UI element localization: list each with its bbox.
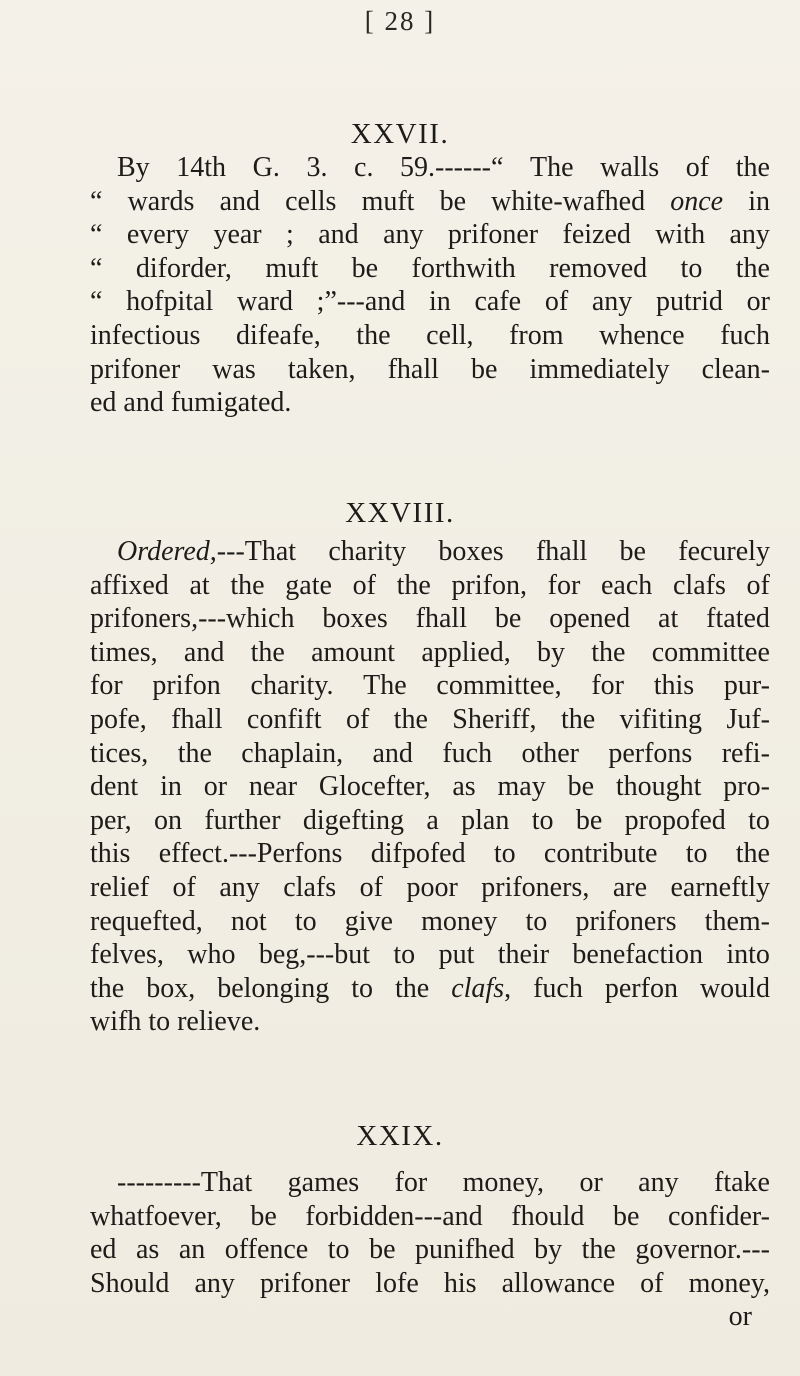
word: or: [203, 771, 228, 803]
word: plan: [461, 804, 510, 836]
word: prifoners: [575, 905, 677, 937]
word: requefted,: [90, 905, 203, 937]
word: in: [429, 286, 451, 318]
text-line: [90, 871, 770, 905]
catchword: or: [728, 1301, 752, 1333]
word: effect.---Perfons: [158, 838, 343, 870]
text-line: [90, 151, 770, 185]
text-line: [90, 535, 770, 569]
word: Glocefter,: [318, 771, 431, 803]
word: with: [655, 219, 706, 251]
word: for: [394, 1167, 428, 1198]
word: any: [729, 219, 770, 251]
word: feized: [562, 219, 631, 251]
word: money,: [688, 1267, 770, 1299]
word: cell,: [426, 319, 474, 351]
word: fhall: [415, 603, 467, 635]
word: money,: [462, 1167, 545, 1198]
text-line: [90, 353, 770, 387]
word: infectious: [90, 319, 201, 351]
text-line: [90, 252, 770, 286]
word: and: [372, 737, 413, 769]
word: fhould: [511, 1200, 585, 1232]
word: of: [352, 569, 376, 601]
page-number: [ 28 ]: [364, 6, 436, 36]
word: for: [90, 670, 123, 702]
word: any: [194, 1267, 235, 1299]
word: ;”---and: [316, 286, 406, 318]
word: whence: [599, 319, 685, 351]
word: poor: [406, 871, 458, 903]
text-line: [90, 837, 770, 871]
word: removed: [549, 252, 648, 284]
section-heading-xxix: XXIX.: [356, 1120, 444, 1152]
word: taken,: [287, 353, 356, 385]
word: who: [187, 939, 236, 971]
word: this: [90, 838, 131, 870]
word: any: [638, 1167, 679, 1198]
word: year: [213, 219, 262, 251]
word: cells: [285, 185, 337, 217]
word: punifhed: [415, 1234, 515, 1266]
section-body-xxix: [90, 1166, 770, 1334]
word: to: [525, 905, 548, 937]
word: be: [369, 1234, 396, 1266]
word: prifoner: [90, 353, 181, 385]
word: ---------That: [117, 1167, 253, 1198]
word: this: [653, 670, 695, 702]
word: prifon,: [451, 569, 527, 601]
word: in: [748, 185, 770, 217]
word: ;: [286, 219, 294, 251]
text-line: [90, 218, 770, 252]
text-line: [90, 636, 770, 670]
word: charity.: [250, 670, 334, 702]
word: into: [726, 939, 770, 971]
word: pur-: [723, 670, 770, 702]
text-line: [90, 185, 770, 219]
word: every: [126, 219, 190, 251]
word: clafs,: [451, 972, 512, 1004]
word: cafe: [474, 286, 522, 318]
word: prifon: [152, 670, 221, 702]
word: walls: [600, 152, 660, 183]
text-line: [90, 905, 770, 939]
word: perfon: [604, 972, 678, 1004]
word: dent: [90, 771, 139, 803]
word: give: [344, 905, 393, 937]
word: refi-: [721, 737, 770, 769]
word: applied,: [421, 636, 511, 668]
word: fecurely: [678, 536, 770, 567]
word: “: [90, 252, 103, 284]
text-line: [90, 938, 770, 972]
word: fuch: [442, 737, 493, 769]
word: 14th: [176, 152, 227, 183]
word: “: [90, 185, 103, 217]
text-line: [90, 569, 770, 603]
word: as: [135, 1234, 160, 1266]
text-line: [90, 669, 770, 703]
word: diforder,: [135, 252, 232, 284]
word: by: [534, 1234, 563, 1266]
word: games: [287, 1167, 360, 1198]
word: the: [581, 1234, 616, 1266]
word: at: [658, 603, 679, 635]
word: whatfoever,: [90, 1200, 222, 1232]
word: to: [327, 1234, 350, 1266]
word: beg,---but: [258, 939, 371, 971]
word: money: [421, 905, 498, 937]
word: of: [746, 569, 770, 601]
text-line: [90, 804, 770, 838]
word: the: [90, 972, 125, 1004]
text-line: [90, 1267, 770, 1301]
text-line: [90, 285, 770, 319]
word: for: [591, 670, 624, 702]
word: clafs: [672, 569, 726, 601]
word: ed: [90, 1234, 117, 1266]
word: confider-: [667, 1200, 770, 1232]
word: difpofed: [370, 838, 466, 870]
word: would: [699, 972, 770, 1004]
word: the: [735, 152, 770, 183]
word: or: [746, 286, 770, 318]
text-line: [90, 737, 770, 771]
word: their: [497, 939, 550, 971]
word: be: [439, 185, 467, 217]
section-body-xxviii: [90, 535, 770, 1039]
word: the: [735, 838, 770, 870]
word: charity: [328, 536, 407, 567]
word: contribute: [543, 838, 658, 870]
word: the: [735, 252, 770, 284]
word: fhall: [387, 353, 439, 385]
word: of: [685, 152, 710, 183]
text-line: [90, 319, 770, 353]
word: be: [250, 1200, 277, 1232]
word: Sheriff,: [452, 703, 537, 735]
word: a: [426, 804, 439, 836]
word: near: [248, 771, 298, 803]
word: the: [396, 569, 431, 601]
section-heading-xxvii: XXVII.: [350, 118, 450, 150]
word: or: [579, 1167, 603, 1198]
word: wards: [127, 185, 195, 217]
word: earneftly: [670, 871, 770, 903]
word: the: [560, 703, 596, 735]
section-heading-xxviii: XXVIII.: [345, 497, 455, 529]
word: c.: [354, 152, 374, 183]
word: and: [219, 185, 260, 217]
word: them-: [704, 905, 770, 937]
word: and: [318, 219, 359, 251]
word: to: [748, 804, 770, 836]
word: committee: [651, 636, 770, 668]
word: other: [521, 737, 579, 769]
word: of: [640, 1267, 664, 1299]
word: offence: [224, 1234, 309, 1266]
word: benefaction: [572, 939, 703, 971]
word: be: [612, 1200, 640, 1232]
word: per,: [90, 804, 132, 836]
word: fuch: [720, 319, 770, 351]
word: of: [345, 703, 370, 735]
word: putrid: [656, 286, 723, 318]
word: vifiting: [619, 703, 703, 735]
word: G.: [252, 152, 280, 183]
word: to: [294, 905, 317, 937]
word: prifoner: [259, 1267, 351, 1299]
text-line: [90, 1166, 770, 1200]
text-line: ed and fumigated.: [90, 387, 292, 419]
word: fhall: [171, 703, 223, 735]
word: to: [493, 838, 516, 870]
word: the: [395, 972, 430, 1004]
word: once: [670, 185, 724, 217]
word: forbidden---and: [305, 1200, 483, 1232]
section-body-xxvii: [90, 151, 770, 420]
word: Juf-: [726, 703, 770, 735]
word: governor.---: [635, 1234, 770, 1266]
word: to: [531, 804, 554, 836]
word: clafs: [283, 871, 337, 903]
word: immediately: [529, 353, 670, 385]
word: propofed: [624, 804, 726, 836]
word: clean-: [701, 353, 770, 385]
word: be: [619, 536, 646, 567]
word: Should: [90, 1267, 170, 1299]
word: an: [178, 1234, 206, 1266]
word: committee,: [436, 670, 562, 702]
word: white-wafhed: [491, 185, 646, 217]
word: the: [356, 319, 391, 351]
word: fuch: [533, 972, 583, 1004]
word: the: [250, 636, 285, 668]
text-line: [90, 602, 770, 636]
word: to: [685, 838, 708, 870]
word: may: [497, 771, 546, 803]
word: allowance: [501, 1267, 616, 1299]
word: be: [494, 603, 522, 635]
word: thought: [615, 771, 702, 803]
word: hofpital: [126, 286, 214, 318]
word: and: [183, 636, 225, 668]
word: to: [680, 252, 703, 284]
text-line: [90, 1200, 770, 1234]
word: to: [393, 939, 416, 971]
word: forthwith: [411, 252, 516, 284]
word: boxes: [322, 603, 388, 635]
word: muft: [361, 185, 415, 217]
word: 59.------“: [400, 152, 504, 183]
word: the: [230, 569, 265, 601]
word: be: [471, 353, 498, 385]
word: box,: [146, 972, 196, 1004]
word: ward: [236, 286, 293, 318]
word: The: [363, 670, 407, 702]
word: muft: [265, 252, 319, 284]
word: chaplain,: [241, 737, 344, 769]
word: each: [601, 569, 653, 601]
word: for: [547, 569, 581, 601]
word: fhall: [535, 536, 588, 567]
word: of: [544, 286, 569, 318]
word: further: [204, 804, 281, 836]
word: of: [172, 871, 196, 903]
word: times,: [90, 636, 158, 668]
word: boxes: [438, 536, 504, 567]
word: opened: [549, 603, 631, 635]
word: any: [219, 871, 260, 903]
word: his: [443, 1267, 477, 1299]
word: felves,: [90, 939, 164, 971]
word: gate: [285, 569, 332, 601]
word: pofe,: [90, 703, 147, 735]
word: at: [189, 569, 210, 601]
word: prifoner: [447, 219, 539, 251]
word: by: [537, 636, 565, 668]
word: perfons: [608, 737, 693, 769]
word: any: [591, 286, 633, 318]
word: Ordered,---That: [117, 536, 297, 567]
word: prifoners,---which: [90, 603, 295, 635]
word: “: [90, 219, 103, 251]
word: lofe: [375, 1267, 419, 1299]
word: digefting: [302, 804, 404, 836]
word: confift: [246, 703, 322, 735]
word: be: [567, 771, 594, 803]
text-line: wifh to relieve.: [90, 1006, 261, 1038]
word: ftated: [706, 603, 770, 635]
word: are: [612, 871, 647, 903]
word: amount: [311, 636, 396, 668]
word: as: [452, 771, 476, 803]
word: any: [383, 219, 424, 251]
word: affixed: [90, 569, 169, 601]
word: be: [351, 252, 379, 284]
word: the: [177, 737, 212, 769]
word: The: [529, 152, 574, 183]
text-line: [90, 770, 770, 804]
word: difeafe,: [236, 319, 321, 351]
word: of: [359, 871, 383, 903]
word: from: [509, 319, 564, 351]
word: the: [393, 703, 428, 735]
word: not: [230, 905, 267, 937]
text-line: [90, 972, 770, 1006]
word: was: [212, 353, 256, 385]
word: prifoners,: [481, 871, 590, 903]
word: relief: [90, 871, 150, 903]
word: to: [351, 972, 373, 1004]
word: on: [154, 804, 182, 836]
word: 3.: [306, 152, 328, 183]
word: tices,: [90, 737, 149, 769]
text-line: [90, 1233, 770, 1267]
word: put: [438, 939, 475, 971]
word: “: [90, 286, 103, 318]
word: ftake: [714, 1167, 770, 1198]
word: belonging: [217, 972, 330, 1004]
word: in: [160, 771, 182, 803]
text-line: [90, 703, 770, 737]
word: pro-: [723, 771, 770, 803]
word: the: [591, 636, 626, 668]
word: be: [575, 804, 603, 836]
word: By: [117, 152, 150, 183]
